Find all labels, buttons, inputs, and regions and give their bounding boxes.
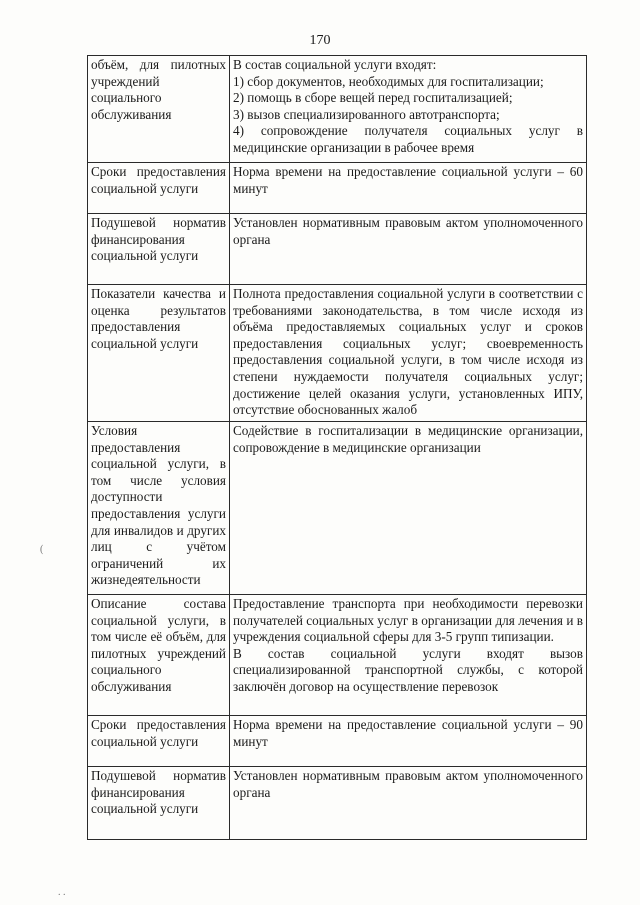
content-line: Содействие в госпитализации в медицинские организации, сопровождение в медицинские организации: [233, 423, 583, 455]
table-row: [88, 767, 587, 840]
content-line: Норма времени на предоставление социальной услуги – 60 минут: [233, 164, 583, 196]
content-line: В состав социальной услуги входят:: [233, 57, 437, 72]
row-content: [230, 767, 587, 840]
content-line: 3) вызов специализированного автотранспорта;: [233, 106, 500, 122]
scan-artifact-mark: (: [40, 544, 44, 555]
row-content: [230, 422, 587, 595]
content-line: 4) сопровождение получателя социальных услуг в медицинские организации в рабочее время: [233, 123, 583, 155]
row-content: [230, 716, 587, 767]
row-content: [230, 595, 587, 716]
table-row: [88, 285, 587, 422]
table-row: [88, 163, 587, 214]
row-label: Сроки предоставления социальной услуги: [88, 716, 230, 767]
page-number: 170: [309, 33, 331, 48]
table-row: [88, 716, 587, 767]
row-label: Показатели качества и оценка результатов предоставления социальной услуги: [88, 285, 230, 422]
table-row: [88, 422, 587, 595]
row-label: объём, для пилотных учреждений социального обслуживания: [88, 56, 230, 163]
row-content: [230, 56, 587, 163]
content-line: Предоставление транспорта при необходимости перевозки получателей социальных услуг в организации для лечения и в учреждения социальной сферы для 3-5 групп типизации.: [233, 596, 583, 645]
scan-artifact-mark: . .: [58, 887, 66, 898]
row-label: Подушевой норматив финансирования социальной услуги: [88, 214, 230, 285]
service-table: [87, 55, 587, 840]
content-line: 1) сбор документов, необходимых для госпитализации;: [233, 73, 544, 89]
row-label: Условия предоставления социальной услуги, в том числе условия доступности предоставления услуги для инвалидов и других лиц с учётом ограничений их жизнедеятельности: [88, 422, 230, 595]
row-label: Сроки предоставления социальной услуги: [88, 163, 230, 214]
row-content: [230, 285, 587, 422]
content-line: Норма времени на предоставление социальной услуги – 90 минут: [233, 717, 583, 749]
content-line: Установлен нормативным правовым актом уполномоченного органа: [233, 768, 583, 800]
row-label: Описание состава социальной услуги, в том числе её объём, для пилотных учреждений социального обслуживания: [88, 595, 230, 716]
content-line: Установлен нормативным правовым актом уполномоченного органа: [233, 215, 583, 247]
row-content: [230, 214, 587, 285]
row-label: Подушевой норматив финансирования социальной услуги: [88, 767, 230, 840]
table-row: [88, 595, 587, 716]
content-line: 2) помощь в сборе вещей перед госпитализацией;: [233, 90, 513, 106]
table-row: [88, 214, 587, 285]
row-content: [230, 163, 587, 214]
table-row: [88, 56, 587, 163]
content-line: В состав социальной услуги входят вызов специализированной транспортной службы, с которой заключён договор на осуществление перевозок: [233, 645, 583, 694]
content-line: Полнота предоставления социальной услуги в соответствии с требованиями законодательства, в том числе исходя из объёма предоставляемых социальных услуг и сроков предоставления социальных услуг; своевременность предоставления социальной услуги, в том числе исходя из степени нуждаемости получателя социальных услуг; достижение целей оказания услуги, установленных ИПУ, отсутствие обоснованных жалоб: [233, 286, 583, 418]
